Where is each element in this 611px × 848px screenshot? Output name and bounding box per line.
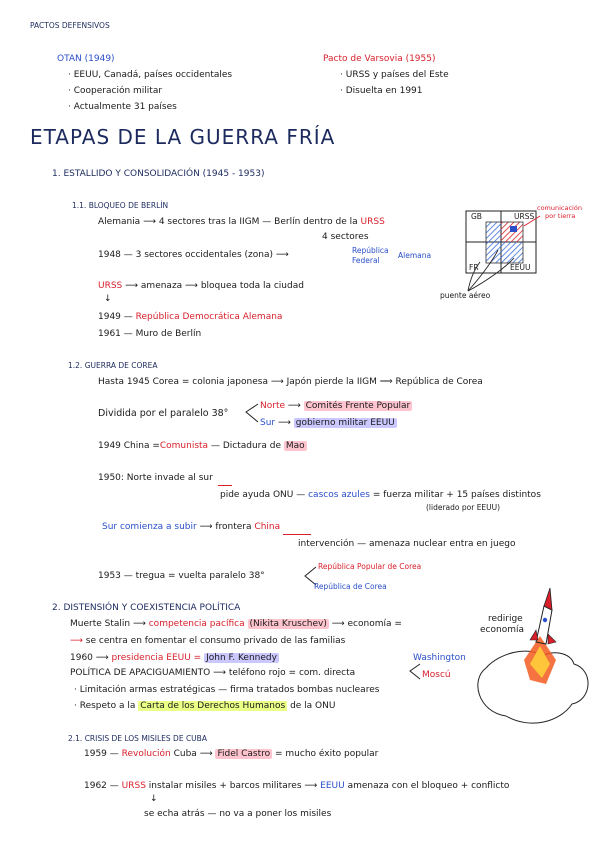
sur-comienza-line: Sur comienza a subir ⟶ frontera China <box>102 522 281 532</box>
limitacion-line: · Limitación armas estratégicas — firma tratados bombas nucleares <box>74 685 380 695</box>
liderado-text: (liderado por EEUU) <box>426 503 501 512</box>
otan-item: · Actualmente 31 países <box>68 102 177 112</box>
section-1-2-heading: 1.2. GUERRA DE COREA <box>68 361 158 370</box>
line-1948: 1948 — 3 sectores occidentales (zona) ⟶ <box>98 250 289 260</box>
pide-ayuda-line: pide ayuda ONU — cascos azules = fuerza militar + 15 países distintos <box>220 490 541 500</box>
varsovia-item: · Disuelta en 1991 <box>340 86 423 96</box>
map-gb: GB <box>471 212 482 221</box>
consumo-line: ⟶ se centra en fomentar el consumo privado de las familias <box>70 636 346 646</box>
redirige: redirige <box>488 614 523 624</box>
moscu: Moscú <box>422 670 451 680</box>
down-arrow-2: ↓ <box>150 794 158 804</box>
economia-b: economía <box>480 625 524 635</box>
varsovia-title: Pacto de Varsovia (1955) <box>323 54 436 64</box>
intervencion-line: intervención — amenaza nuclear entra en juego <box>298 539 516 549</box>
rep-popular: República Popular de Corea <box>318 562 422 571</box>
china-1949-line: 1949 China =Comunista — Dictadura de Mao <box>98 441 305 451</box>
urss-amenaza-line: URSS ⟶ amenaza ⟶ bloquea toda la ciudad <box>98 281 304 291</box>
muerte-line: Muerte Stalin ⟶ competencia pacífica (Nikita Kruschev) ⟶ economía = <box>70 619 402 629</box>
map-fr: FR <box>469 263 479 272</box>
section-2-heading: 2. DISTENSIÓN Y COEXISTENCIA POLÍTICA <box>52 603 241 613</box>
map-comunicacion-2: por tierra <box>545 212 576 220</box>
line-1950: 1950: Norte invade al sur <box>98 473 213 483</box>
norte-line: Norte ⟶ Comités Frente Popular <box>260 401 411 411</box>
map-urss: URSS <box>514 212 535 221</box>
varsovia-item: · URSS y países del Este <box>340 70 449 80</box>
map-comunicacion-1: comunicación <box>537 204 582 212</box>
line-1961: 1961 — Muro de Berlín <box>98 329 202 339</box>
alemana-label: Alemana <box>398 251 432 260</box>
washington: Washington <box>413 653 466 663</box>
rep-federal-2: Federal <box>352 256 380 265</box>
pactos-heading: PACTOS DEFENSIVOS <box>30 21 110 30</box>
otan-item: · EEUU, Canadá, países occidentales <box>68 70 233 80</box>
sur-line: Sur ⟶ gobierno militar EEUU <box>260 418 395 428</box>
line-1953: 1953 — tregua = vuelta paralelo 38° <box>98 571 265 581</box>
dividida-text: Dividida por el paralelo 38° <box>98 408 229 419</box>
rep-corea-b: República de Corea <box>314 582 387 591</box>
cuatro-sectores-b: 4 sectores <box>322 232 369 242</box>
alemania-line: Alemania ⟶ 4 sectores tras la IIGM — Berlín dentro de la URSS <box>98 217 385 227</box>
down-arrow: ↓ <box>104 294 112 304</box>
rep-federal-1: República <box>352 246 389 255</box>
line-1949: 1949 — República Democrática Alemana <box>98 312 283 322</box>
otan-item: · Cooperación militar <box>68 86 163 96</box>
map-eeuu: EEUU <box>510 263 531 272</box>
respeto-line: · Respeto a la Carta de los Derechos Humanos de la ONU <box>74 701 336 711</box>
section-1-heading: 1. ESTALLIDO Y CONSOLIDACIÓN (1945 - 1953) <box>52 169 265 179</box>
section-1-1-heading: 1.1. BLOQUEO DE BERLÍN <box>72 201 169 210</box>
se-echa-line: se echa atrás — no va a poner los misiles <box>144 809 332 819</box>
section-2-1-heading: 2.1. CRISIS DE LOS MISILES DE CUBA <box>68 734 207 743</box>
politica-line: POLÍTICA DE APACIGUAMIENTO ⟶ teléfono rojo = com. directa <box>70 668 356 678</box>
otan-title: OTAN (1949) <box>57 54 115 64</box>
map-puente: puente aéreo <box>440 291 491 300</box>
line-1960: 1960 ⟶ presidencia EEUU = John F. Kennedy <box>70 653 277 663</box>
page-title: ETAPAS DE LA GUERRA FRÍA <box>30 125 336 149</box>
line-1959: 1959 — Revolución Cuba ⟶ Fidel Castro = mucho éxito popular <box>84 749 379 759</box>
line-1962: 1962 — URSS instalar misiles + barcos militares ⟶ EEUU amenaza con el bloqueo + conflicto <box>84 781 510 791</box>
hasta-line: Hasta 1945 Corea = colonia japonesa ⟶ Japón pierde la IIGM ⟹ República de Corea <box>98 377 483 387</box>
